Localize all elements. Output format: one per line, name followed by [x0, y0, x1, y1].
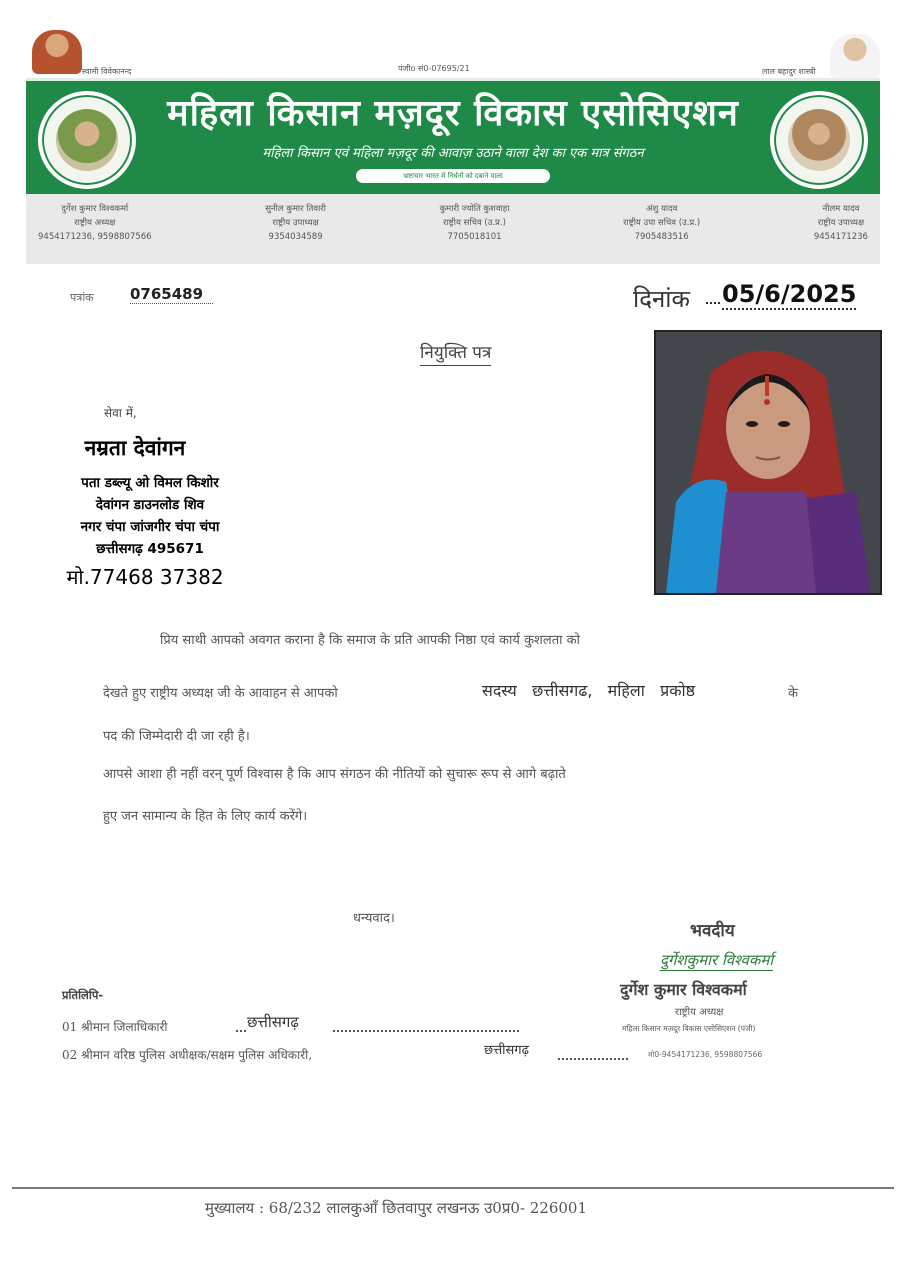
right-top-caption: लाल बहादुर शास्त्री	[762, 67, 816, 76]
date-dots	[706, 302, 720, 304]
copy-1-dots	[236, 1030, 246, 1032]
ref-label: पत्रांक	[70, 291, 94, 304]
paragraph-1-line-2: देखते हुए राष्ट्रीय अध्यक्ष जी के आवाहन से आपको	[103, 686, 338, 701]
paragraph-1-line-3: पद की जिम्मेदारी दी जा रही है।	[103, 729, 250, 744]
left-top-caption: स्वामी विवेकानन्द	[82, 67, 132, 76]
officer-5: नीलम यादव राष्ट्रीय उपाध्यक्ष 9454171236	[813, 204, 868, 242]
right-emblem-icon	[770, 91, 868, 189]
copy-1-value: छत्तीसगढ़	[247, 1013, 299, 1031]
recipient-name: नम्रता देवांगन	[84, 436, 186, 460]
copy-2-prefix: 02 श्रीमान वरिष्ठ पुलिस अधीक्षक/सक्षम पुलिस अधिकारी,	[62, 1048, 313, 1062]
officer-4: अंशु यादव राष्ट्रीय उपा सचिव (उ.प्र.) 7905483516	[623, 204, 701, 242]
signatory-name: दुर्गेश कुमार विश्वकर्मा	[620, 980, 747, 999]
recipient-address: पता डब्ल्यू ओ विमल किशोर देवांगन डाउनलोड शिव नगर चंपा जांजगीर चंपा चंपा छत्तीसगढ़ 495671	[80, 475, 220, 557]
copy-2-trail-dots	[558, 1058, 628, 1060]
recipient-photo	[654, 330, 882, 595]
officer-2: सुनील कुमार तिवारी राष्ट्रीय उपाध्यक्ष 9354034589	[265, 204, 326, 242]
copy-1-trail-dots	[333, 1030, 519, 1032]
date-label: दिनांक	[633, 285, 690, 313]
signatory-phone: मो0-9454171236, 9598807566	[648, 1050, 763, 1059]
footer-address: मुख्यालय : 68/232 लालकुआँ छितवापुर लखनऊ उ0प्र0- 226001	[205, 1199, 588, 1217]
header-banner	[26, 78, 880, 195]
position-title: सदस्य छत्तीसगढ, महिला प्रकोष्ठ	[482, 681, 696, 700]
letter-subject: नियुक्ति पत्र	[420, 340, 491, 366]
paragraph-1-line-1: प्रिय साथी आपको अवगत कराना है कि समाज के प्रति आपकी निष्ठा एवं कार्य कुशलता को	[160, 633, 580, 648]
to-label: सेवा में,	[104, 406, 137, 420]
reference-number: 0765489	[130, 285, 213, 304]
organization-slogan: भ्रष्टाचार भारत में निर्धनों को दबाने वाला	[356, 169, 550, 183]
paragraph-1-line-2-end: के	[788, 686, 798, 701]
recipient-mobile: मो.77468 37382	[66, 565, 224, 589]
organization-name: महिला किसान मज़दूर विकास एसोसिएशन	[167, 92, 739, 134]
copy-1-prefix: 01 श्रीमान जिलाधिकारी	[62, 1020, 168, 1034]
portrait-illustration	[656, 332, 880, 593]
footer-rule	[12, 1187, 894, 1189]
shastri-portrait	[830, 34, 880, 78]
registration-number: पंजीo सं0-07695/21	[398, 64, 470, 73]
signatory-org: महिला किसान मज़दूर विकास एसोसिएशन (पंजी)	[622, 1024, 756, 1033]
signatory-role: राष्ट्रीय अध्यक्ष	[675, 1007, 724, 1018]
paragraph-2-line-2: हुए जन सामान्य के हित के लिए कार्य करेंगे।	[103, 809, 308, 824]
copy-label: प्रतिलिपि-	[62, 988, 104, 1002]
officer-3: कुमारी ज्योति कुशवाहा राष्ट्रीय सचिव (उ.प्र.) 7705018101	[439, 204, 510, 242]
organization-tagline: महिला किसान एवं महिला मज़दूर की आवाज़ उठाने वाला देश का एक मात्र संगठन	[262, 146, 644, 161]
issue-date: 05/6/2025	[722, 280, 857, 308]
signature: दुर्गेशकुमार विश्वकर्मा	[660, 951, 774, 969]
officers-row	[26, 194, 880, 264]
vivekananda-portrait	[32, 30, 82, 74]
closing-text: भवदीय	[690, 921, 735, 941]
officer-1: दुर्गेश कुमार विश्वकर्मा राष्ट्रीय अध्यक्ष 9454171236, 9598807566	[38, 204, 152, 242]
paragraph-2-line-1: आपसे आशा ही नहीं वरन् पूर्ण विश्वास है कि आप संगठन की नीतियों को सुचारू रूप से आगे बढ़ाते	[103, 767, 566, 782]
thanks-text: धन्यवाद।	[353, 911, 395, 926]
copy-2-value: छत्तीसगढ़	[484, 1043, 529, 1058]
